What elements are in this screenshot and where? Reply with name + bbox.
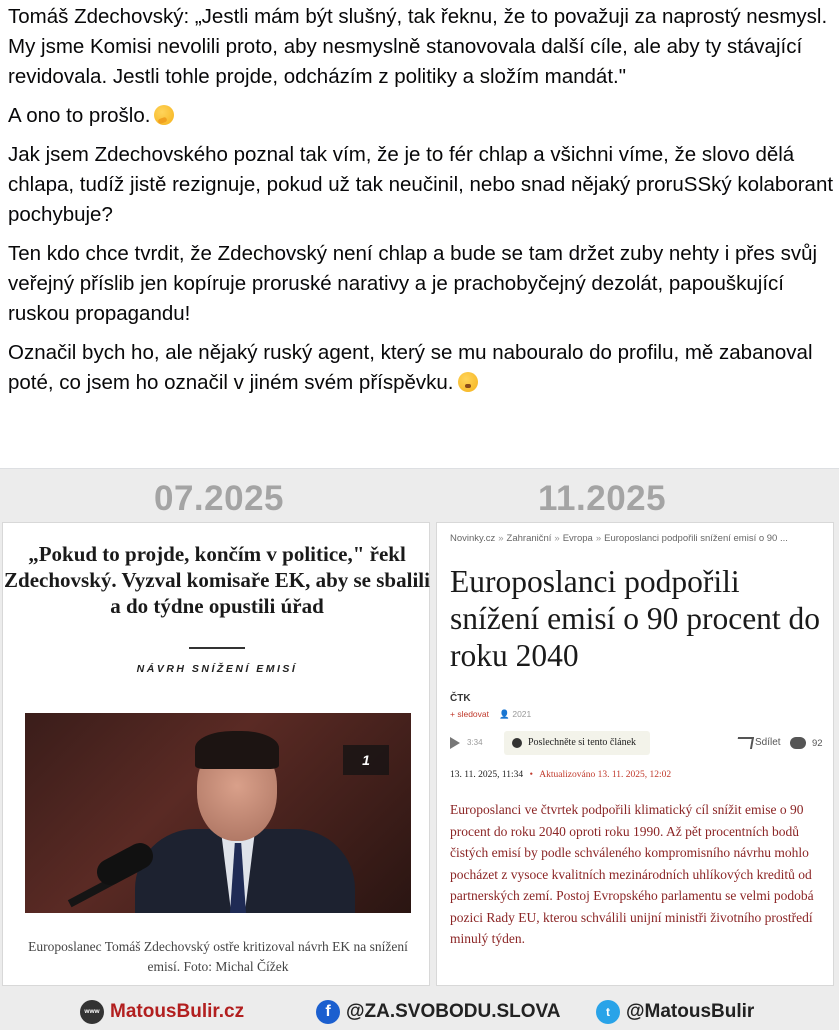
post-paragraph-3: Jak jsem Zdechovského poznal tak vím, že je to fér chlap a všichni víme, že slovo dělá chlapa, tudíž jistě rezignuje, pokud už tak neučinil, nebo snad nějaký proruSSký kolaborant pochybuje? (8, 143, 834, 226)
twitter-icon: t (596, 1000, 620, 1024)
breadcrumb-item: Zahraniční (506, 533, 552, 544)
updated-date: Aktualizováno 13. 11. 2025, 12:02 (539, 770, 672, 780)
left-article-card (2, 522, 430, 986)
left-kicker: NÁVRH SNÍŽENÍ EMISÍ (136, 663, 298, 675)
thinking-face-icon (154, 105, 174, 125)
article-lead: Europoslanci ve čtvrtek podpořili klimatický cíl snížit emise o 90 procent do roku 2040 oproti roku 1990. Až pět procentních bodů čistých emisí by podle schváleného kompromisního návrhu mohlo pocházet z vysoce kvalitních mezinárodních uhlíkových kreditů od partnerských zemí. Postoj Evropského parlamentu se velmi podobá pozici Rady EU, kterou schválili unijní ministři životního prostředí minulý týden. (450, 802, 814, 946)
twitter-label: @MatousBulir (626, 1001, 755, 1022)
comment-icon (790, 737, 806, 749)
right-article-card (436, 522, 834, 986)
globe-icon: www (80, 1000, 104, 1024)
info-icon (512, 738, 522, 748)
post-text (8, 2, 834, 407)
followers-count: 2021 (512, 709, 532, 719)
facebook-label: @ZA.SVOBODU.SLOVA (346, 1001, 561, 1022)
published-date: 13. 11. 2025, 11:34 (450, 770, 524, 780)
follow-link: + sledovat (450, 709, 489, 719)
listen-label: Poslechněte si tento článek (528, 737, 637, 748)
post-paragraph-2: A ono to prošlo. (8, 101, 834, 131)
post-paragraph-4: Ten kdo chce tvrdit, že Zdechovský není chlap a bude se tam držet zuby nehty i přes svůj veřejný příslib jen kopíruje proruské narativy a je prachobyčejný dezolát, papouškující ruskou propagandu! (8, 242, 818, 325)
post-image-collage[interactable] (0, 469, 839, 1030)
dateline: 13. 11. 2025, 11:34 • Aktualizováno 13. 11. 2025, 12:02 (450, 770, 672, 780)
audio-row (450, 731, 826, 757)
photo-index-badge: 1 (343, 745, 389, 775)
play-icon (450, 737, 460, 749)
photo-caption: Europoslanec Tomáš Zdechovský ostře kritizoval návrh EK na snížení emisí. Foto: Michal Čížek (28, 939, 408, 974)
comments-count: 92 (812, 738, 823, 749)
post-paragraph-1: Tomáš Zdechovský: „Jestli mám být slušný, tak řeknu, že to považuji za naprostý nesmysl. My jsme Komisi nevolili proto, aby nesmyslně stanovovala další cíle, ale aby ty stávající revidovala. Jestli tohle projde, odcházím z politiky a složím mandát." (8, 5, 828, 88)
breadcrumb-item: Novinky.cz (450, 533, 496, 544)
flushed-face-icon (458, 372, 478, 392)
left-headline: „Pokud to projde, končím v politice," řekl Zdechovský. Vyzval komisaře EK, aby se sbalili a do týdne opustili úřad (4, 542, 430, 618)
headline-rule (189, 647, 245, 649)
right-article-title: Europoslanci podpořili snížení emisí o 90 procent do roku 2040 (450, 564, 821, 673)
article-photo (25, 713, 411, 913)
watermark-footer (0, 994, 839, 1028)
website-label: MatousBulir.cz (110, 1001, 245, 1022)
breadcrumb: Novinky.cz » Zahraniční » Evropa » Europoslanci podpořili snížení emisí o 90 ... (450, 533, 788, 544)
audio-duration: 3:34 (467, 738, 483, 747)
listen-pill (504, 731, 650, 755)
user-icon: 👤 (499, 709, 510, 719)
right-date-label: 11.2025 (538, 479, 667, 518)
agency-name: ČTK (450, 693, 471, 704)
follow-row (450, 709, 531, 720)
breadcrumb-item: Evropa (562, 533, 593, 544)
share-label: Sdílet (755, 737, 781, 748)
breadcrumb-item: Europoslanci podpořili snížení emisí o 90 ... (604, 533, 788, 544)
share-icon (736, 737, 754, 749)
post-paragraph-5: Označil bych ho, ale nějaký ruský agent, který se mu nabouralo do profilu, mě zabanoval poté, co jsem ho označil v jiném svém příspěvku. (8, 341, 813, 394)
facebook-icon: f (316, 1000, 340, 1024)
left-date-label: 07.2025 (154, 479, 285, 518)
photo-hair (195, 731, 279, 769)
